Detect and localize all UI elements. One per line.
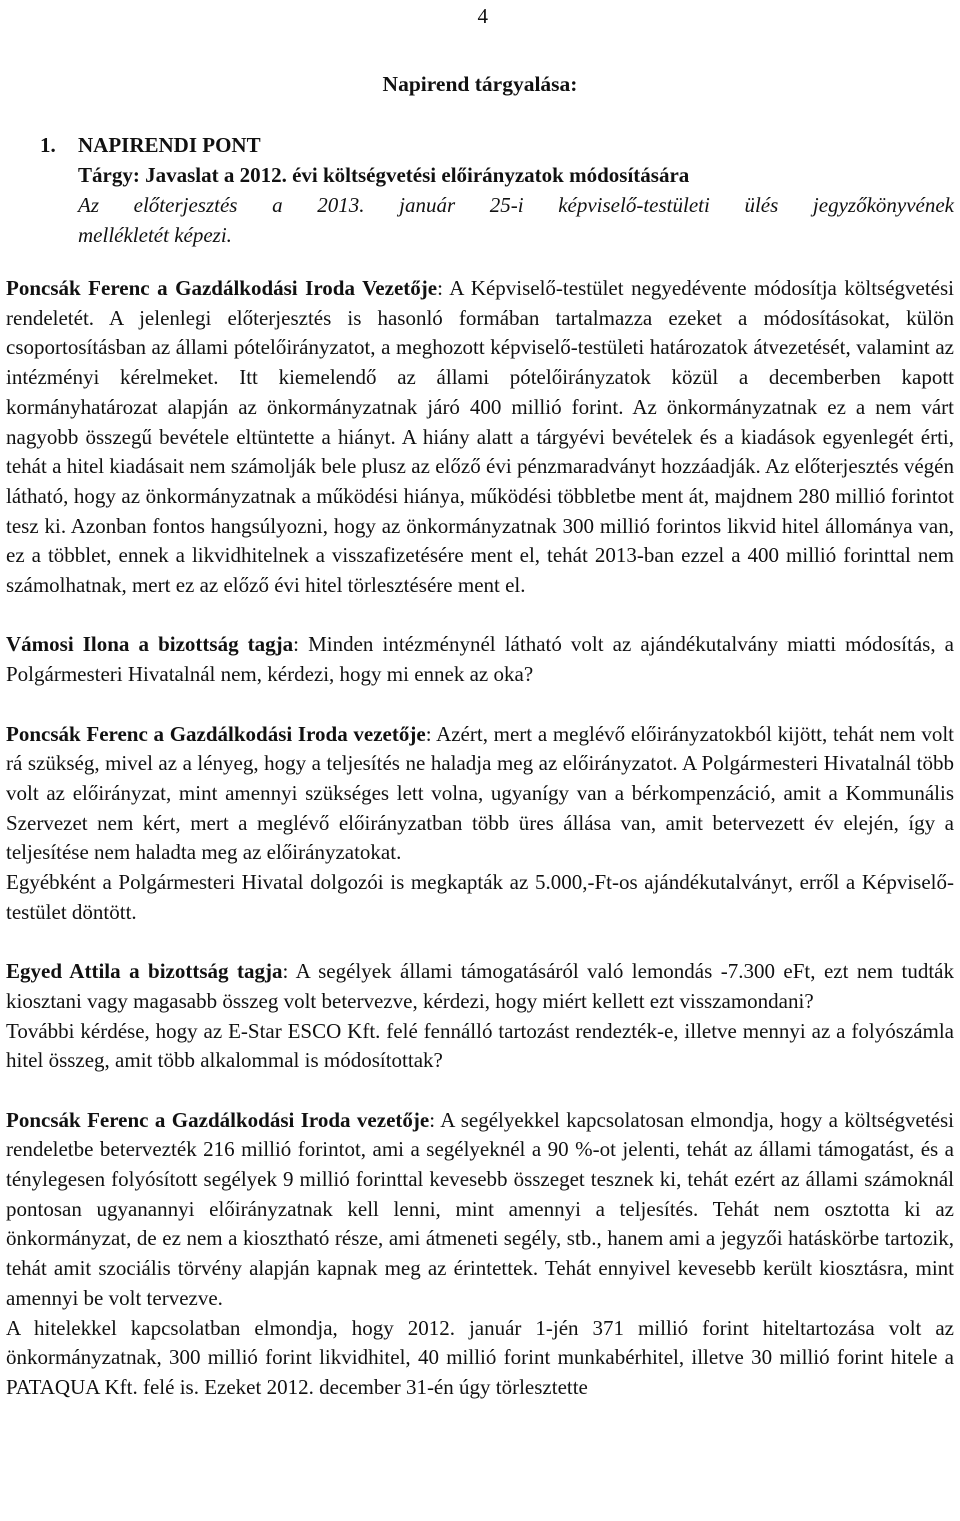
minutes-paragraph-continued: További kérdése, hogy az E-Star ESCO Kft. felé fennálló tartozást rendezték-e, illetve mennyi az a folyószámla hitel összeg, amit több alkalommal is módosítottak? — [6, 1018, 954, 1073]
agenda-item-number: 1. — [40, 133, 56, 157]
page-number: 4 — [477, 4, 488, 28]
agenda-heading — [0, 72, 960, 97]
agenda-item-note-line2: mellékletét képezi. — [78, 223, 232, 247]
paragraph-text: : A segélyek állami támogatásáról való lemondás -7.300 eFt, ezt nem tudták kiosztani vagy magasabb összeg volt betervezve, kérdezi, hogy miért kellett ezt visszamondani? — [6, 959, 954, 1013]
agenda-item — [40, 130, 954, 250]
agenda-item-note-line1: Az előterjesztés a 2013. január 25-i képviselő-testületi ülés jegyzőkönyvének — [78, 193, 954, 217]
agenda-item-subject: Tárgy: Javaslat a 2012. évi költségvetési előirányzatok módosítására — [78, 163, 690, 187]
paragraph-text: : Azért, mert a meglévő előirányzatokból kijött, tehát nem volt rá szükség, mivel az a lényeg, hogy a teljesítés ne haladja meg az előirányzatot. A Polgármesteri Hivatalnál több volt az előirányzat, mint amennyi szükséges lett volna, ugyanígy van a bérkompenzáció, amit a Kommunális Szervezet nem kért, mert a meglévő előirányzatban több üres állása van, amit betervezett év elején, így a teljesítése nem haladta meg az előirányzatokat. — [6, 721, 954, 865]
minutes-paragraph — [6, 1106, 954, 1314]
agenda-heading-text: Napirend tárgyalása: — [382, 72, 578, 96]
paragraph-text: : A segélyekkel kapcsolatosan elmondja, hogy a költségvetési rendeletbe betervezték 216 millió forintot, ami a segélyeknél a 90 %-ot jelenti, tehát az állami támogatást, és a ténylegesen folyósított segélyek 9 millió forinttal kevesebb összeget tesznek ki, tehát ezért az állami számoknál pontosan ugyanannyi előirányzatnak kell lenni, mint amennyi a teljesítés. Tehát nem osztotta ki az önkormányzat, de ez nem a kiosztható része, ami átmeneti segély, stb., hanem ami a jegyzői hatáskörbe tartozik, tehát amit szociális törvény alapján kapnak meg az érintettek. Tehát ennyivel kevesebb került kiosztásra, mint amennyi be volt tervezve. — [6, 1107, 955, 1310]
minutes-paragraph — [6, 720, 954, 869]
minutes-body — [6, 274, 954, 1403]
speaker-name: Poncsák Ferenc a Gazdálkodási Iroda Vezetője — [6, 276, 438, 300]
agenda-item-title: NAPIRENDI PONT — [78, 133, 261, 157]
speaker-name: Vámosi Ilona a bizottság tagja — [6, 632, 294, 657]
minutes-paragraph-continued: A hitelekkel kapcsolatban elmondja, hogy 2012. január 1-jén 371 millió forint hiteltartozása volt az önkormányzatnak, 300 millió forint likvidhitel, 40 millió forint munkabérhitel, illetve 30 millió forint hitele a PATAQUA Kft. felé is. Ezeket 2012. december 31-én úgy törlesztette — [6, 1315, 954, 1399]
minutes-paragraph — [6, 630, 954, 689]
minutes-paragraph-continued: Egyébként a Polgármesteri Hivatal dolgozói is megkapták az 5.000,-Ft-os ajándékutalványt, erről a Képviselő-testület döntött. — [6, 870, 954, 924]
speaker-name: Egyed Attila a bizottság tagja — [6, 959, 283, 984]
speaker-name: Poncsák Ferenc a Gazdálkodási Iroda vezetője — [6, 1107, 430, 1132]
paragraph-text: : Minden intézménynél látható volt az ajándékutalvány miatti módosítás, a Polgármesteri Hivatalnál nem, kérdezi, hogy mi ennek az oka? — [6, 632, 954, 687]
speaker-name: Poncsák Ferenc a Gazdálkodási Iroda vezetője — [6, 721, 426, 746]
agenda-item-title-line — [40, 130, 954, 160]
minutes-paragraph — [6, 274, 954, 601]
paragraph-text: : A Képviselő-testület negyedévente módosítja költségvetési rendeletét. A jelenlegi előterjesztés is hasonló formában tartalmazza ezeket a módosításokat, külön csoportosításban az állami pótelőirányzatot, a meghozott képviselő-testületi határozatok átvezetését, valamint az intézményi kérelmeket. Itt kiemelendő az állami pótelőirányzatok közül a decemberben kapott kormányhatározat alapján az önkormányzatnak járó 400 millió forint. Az önkormányzatnak ez a nem várt nagyobb összegű bevétele eltüntette a hiányt. A hiány alatt a tárgyévi bevételek és a kiadások egyenlegét érti, tehát a hitel kiadásait nem számolják bele plusz az előző évi pénzmaradványt hozzáadják. Az előterjesztés végén látható, hogy az önkormányzatnak a működési hiánya, működési többletbe ment át, majdnem 280 millió forintot tesz ki. Azonban fontos hangsúlyozni, hogy az önkormányzatnak 300 millió forintos likvid hitel állománya van, ez a többlet, ennek a likvidhitelnek a visszafizetésére ment el, tehát 2013-ban ezzel a 400 millió forinttal nem számolhatnak, mert ez az előző évi hitel törlesztésére ment el. — [6, 276, 955, 598]
minutes-paragraph — [6, 957, 954, 1016]
